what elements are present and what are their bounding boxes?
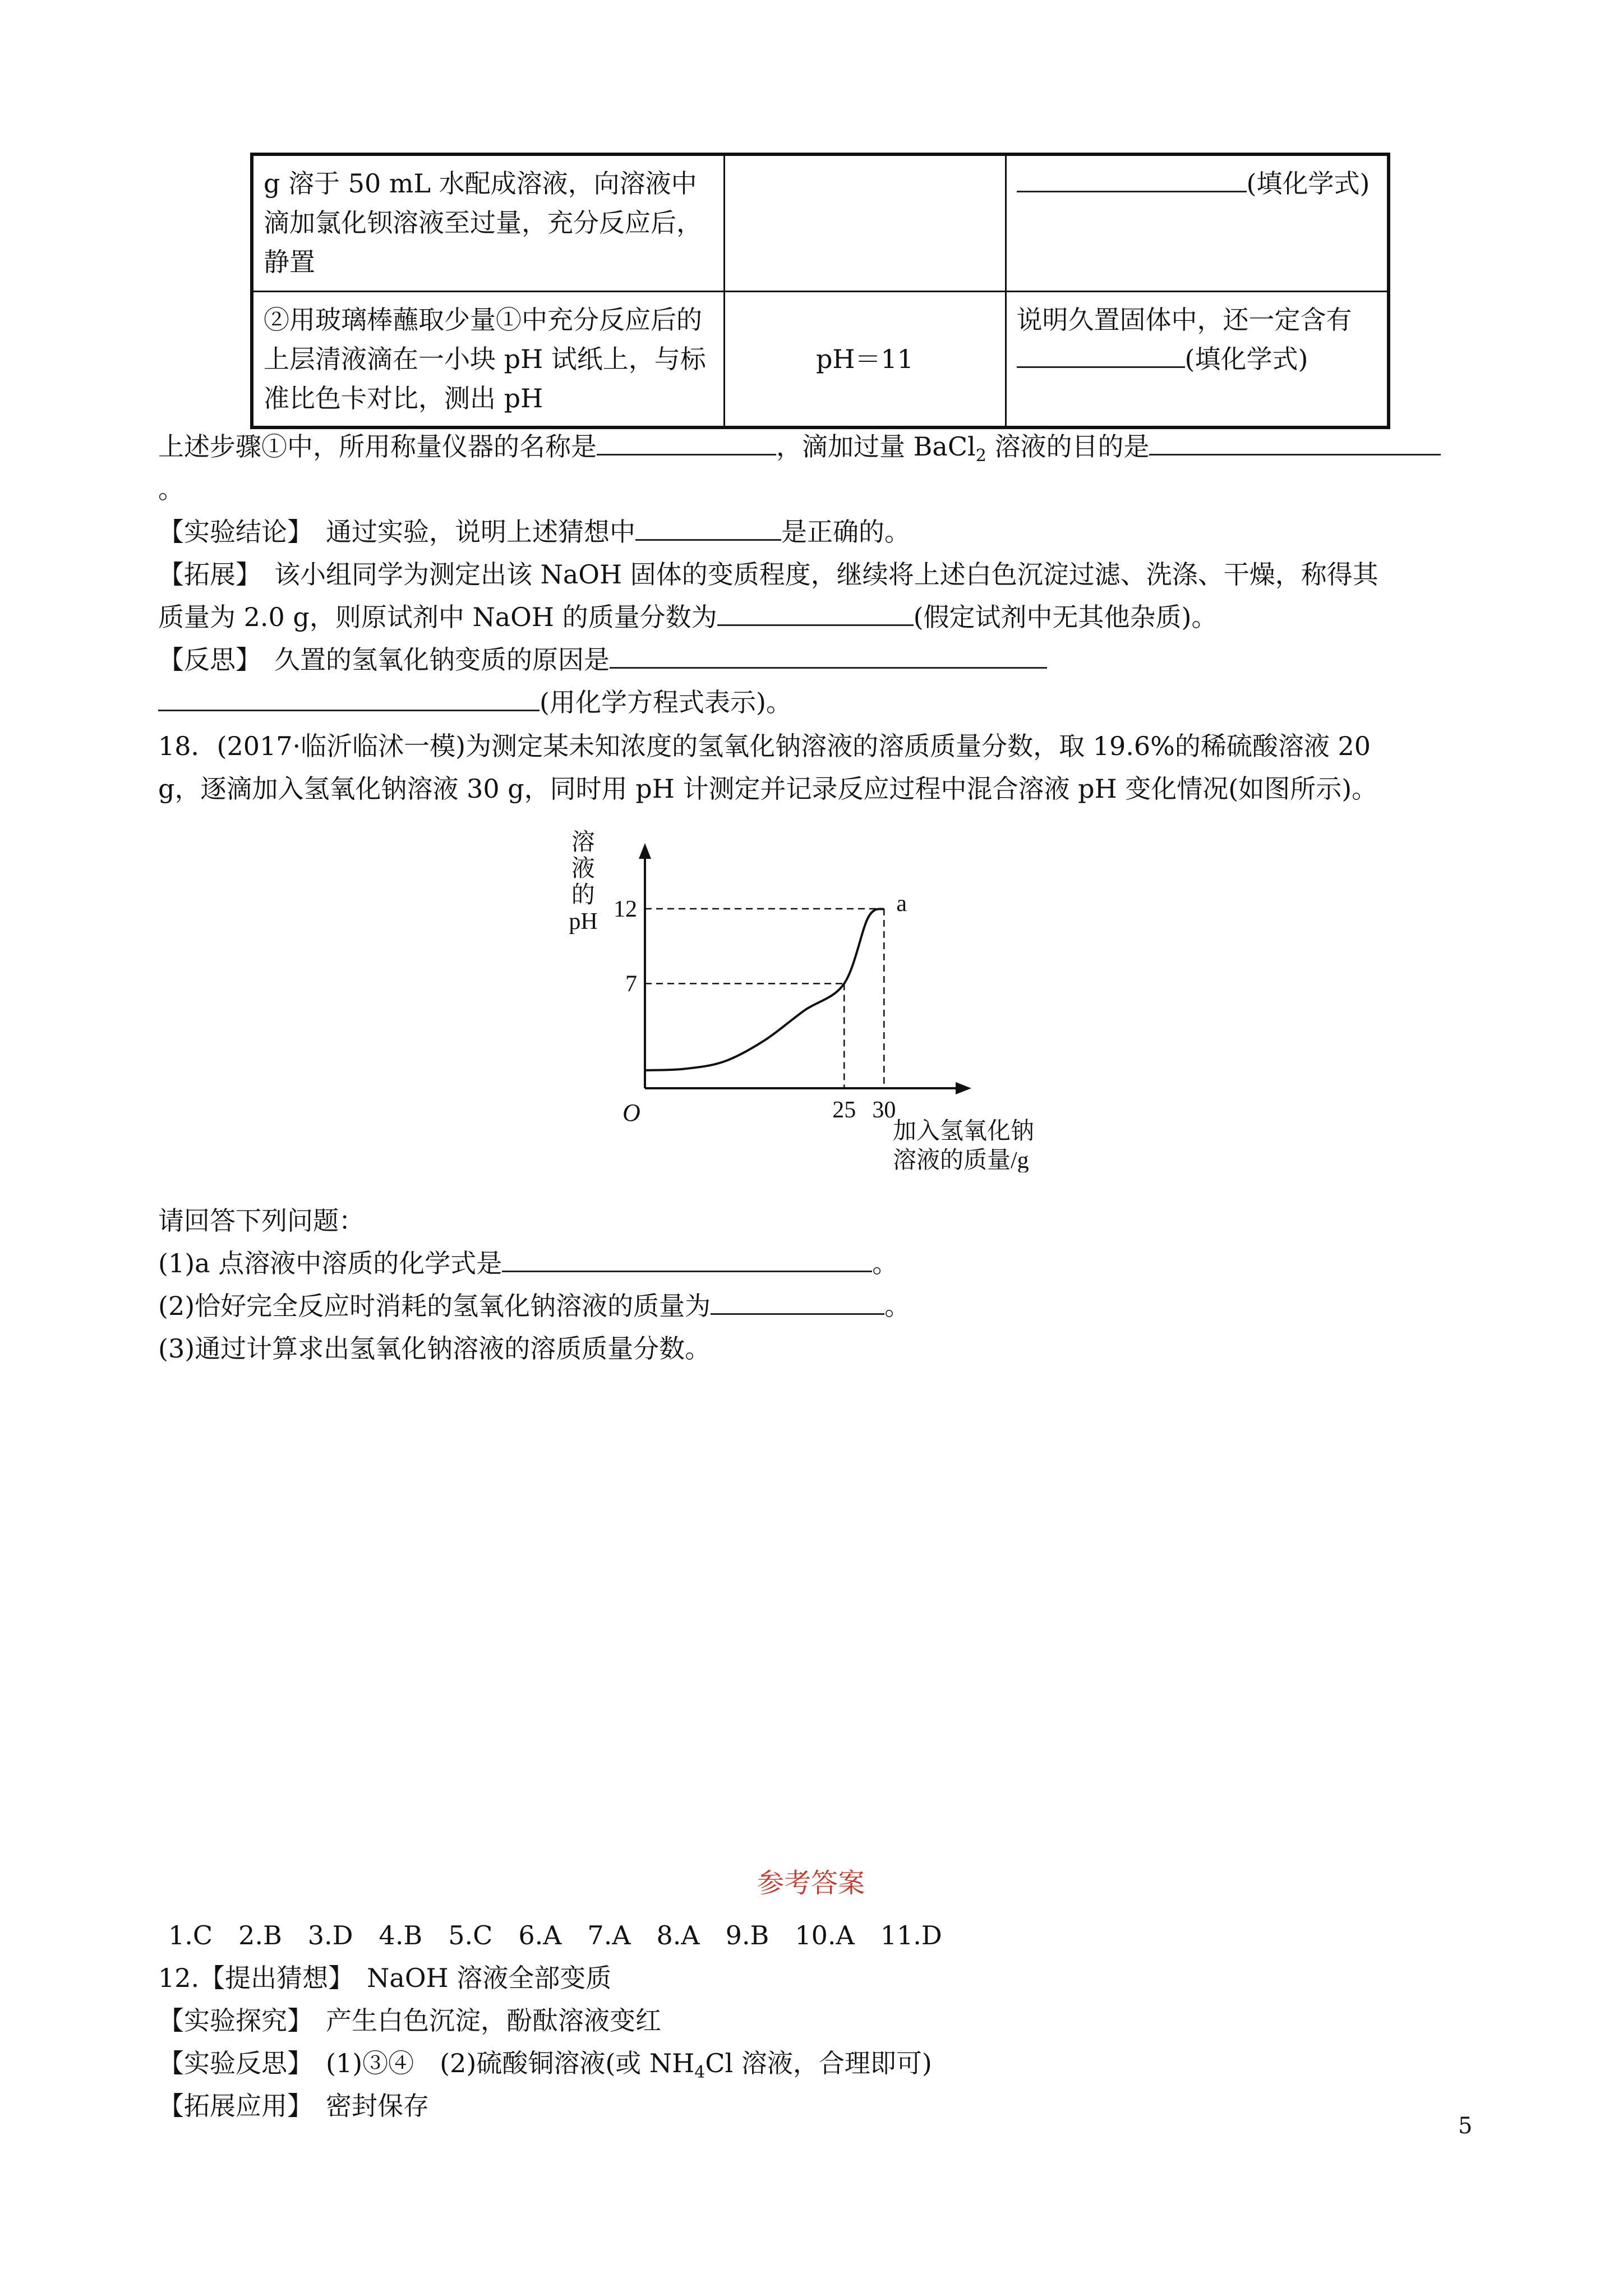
y-axis-arrow	[639, 843, 651, 859]
reflect-line-2: (用化学方程式表示)。	[158, 680, 792, 725]
answer-application: 【拓展应用】 密封保存	[158, 2091, 429, 2121]
step-question-end: 。	[158, 474, 184, 504]
y-axis-label	[569, 829, 601, 935]
table-cell: 说明久置固体中，还一定含有(填化学式)	[1006, 291, 1389, 427]
ph-curve	[645, 909, 884, 1070]
x-label-line: 溶液的质量/g	[893, 1148, 1029, 1172]
x-tick-label: 25	[832, 1097, 856, 1123]
experiment-table	[250, 153, 1390, 429]
question-18: 18．(2017·临沂临沭一模)为测定某未知浓度的氢氧化钠溶液的溶质质量分数，取 19.6%的稀硫酸溶液 20	[158, 731, 1371, 761]
y-tick-label: 7	[625, 971, 637, 997]
ph-chart	[550, 813, 1082, 1172]
answer-blank[interactable]	[1017, 344, 1185, 368]
table-row	[252, 291, 1389, 427]
answer-blank[interactable]	[610, 645, 1047, 669]
answer-12: 12.【提出猜想】 NaOH 溶液全部变质	[158, 1963, 612, 1993]
reflect-line: 【反思】 久置的氢氧化钠变质的原因是	[158, 637, 1047, 682]
subquestion-1: (1)a 点溶液中溶质的化学式是 。	[158, 1248, 898, 1278]
y-label-line: 液	[571, 856, 595, 882]
table-cell: (填化学式)	[1006, 154, 1389, 291]
answer-blank[interactable]	[635, 517, 781, 541]
x-axis-label	[893, 1118, 1040, 1172]
page-number: 5	[1458, 2113, 1473, 2139]
answer-blank[interactable]	[711, 1291, 884, 1315]
answer-blank[interactable]	[158, 687, 540, 711]
answer-blank[interactable]	[597, 431, 776, 455]
axes	[639, 843, 971, 1094]
extend-line-2: 质量为 2.0 g，则原试剂中 NaOH 的质量分数为 (假定试剂中无其他杂质)。	[158, 602, 1218, 632]
conclusion-line: 【实验结论】 通过实验，说明上述猜想中 是正确的。	[158, 517, 910, 547]
table-cell: pH＝11	[724, 291, 1006, 427]
x-axis-arrow	[956, 1082, 971, 1094]
y-label-line: 的	[571, 882, 595, 908]
table-cell	[724, 154, 1006, 291]
answer-blank[interactable]	[502, 1248, 872, 1272]
y-label-line: pH	[569, 909, 598, 935]
table-cell: ②用玻璃棒蘸取少量①中充分反应后的上层清液滴在一小块 pH 试纸上，与标准比色卡对比，测出 pH	[252, 291, 724, 427]
answer-title: 参考答案	[757, 1867, 865, 1899]
extend-line: 【拓展】 该小组同学为测定出该 NaOH 固体的变质程度，继续将上述白色沉淀过滤、洗涤、干燥，称得其	[158, 559, 1378, 590]
step-question: 上述步骤①中，所用称量仪器的名称是 ，滴加过量 BaCl$_2$ 溶液的目的是	[158, 424, 1441, 478]
y-label-line: 溶	[571, 830, 595, 855]
answer-probe: 【实验探究】 产生白色沉淀，酚酞溶液变红	[158, 2005, 661, 2036]
origin-label: O	[623, 1099, 640, 1126]
guide-lines	[645, 909, 884, 1088]
y-tick-label: 12	[614, 896, 637, 922]
answer-blank[interactable]	[1017, 168, 1247, 192]
prompt: 请回答下列问题：	[158, 1205, 365, 1236]
subquestion-2: (2)恰好完全反应时消耗的氢氧化钠溶液的质量为 。	[158, 1291, 911, 1321]
subquestion-3: (3)通过计算求出氢氧化钠溶液的溶质质量分数。	[158, 1333, 711, 1364]
point-a-label: a	[896, 891, 907, 917]
x-label-line: 加入氢氧化钠	[893, 1119, 1035, 1144]
table-cell: g 溶于 50 mL 水配成溶液，向溶液中滴加氯化钡溶液至过量，充分反应后，静置	[252, 154, 724, 291]
question-18-line2: g，逐滴加入氢氧化钠溶液 30 g，同时用 pH 计测定并记录反应过程中混合溶液 pH 变化情况(如图所示)。	[158, 774, 1378, 804]
x-tick-label: 30	[872, 1097, 896, 1123]
answer-reflection: 【实验反思】 (1)③④ (2)硫酸铜溶液(或 $NH_4Cl$ 溶液，合理即可)	[158, 2048, 932, 2083]
table-row	[252, 154, 1389, 291]
answers-mc: 1.C 2.B 3.D 4.B 5.C 6.A 7.A 8.A 9.B 10.A 11.D	[168, 1920, 942, 1950]
answer-blank[interactable]	[1149, 431, 1441, 455]
answer-blank[interactable]	[717, 602, 914, 626]
